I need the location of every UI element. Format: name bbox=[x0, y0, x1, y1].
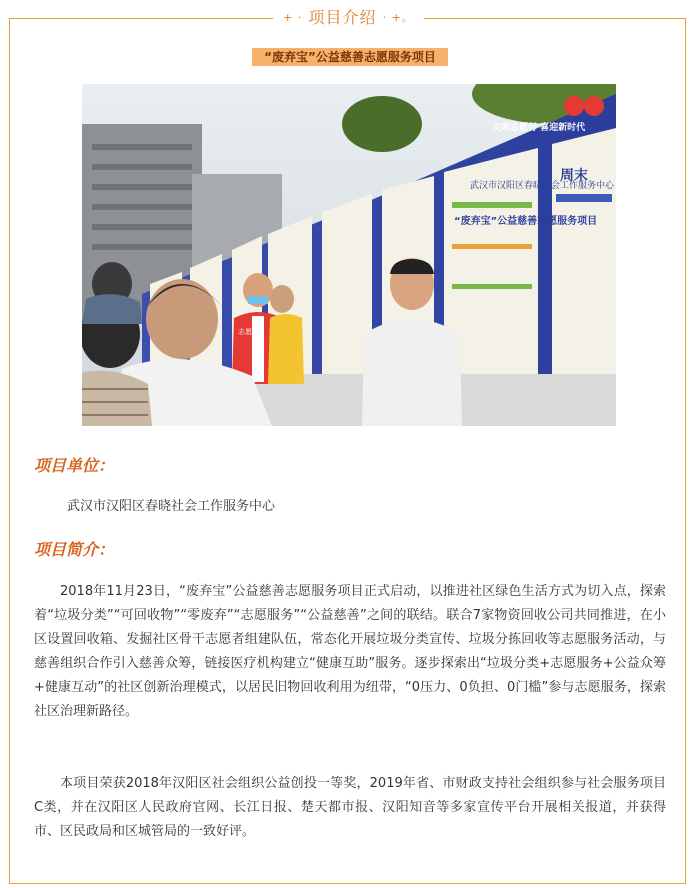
section-title: 项目介绍 bbox=[308, 8, 377, 27]
header-right-deco: · +。 bbox=[382, 11, 414, 24]
intro-paragraph-1: 2018年11月23日，“废弃宝”公益慈善志愿服务项目正式启动，以推进社区绿色生活方式为切入点，探索着“垃圾分类”“可回收物”“零废弃”“志愿服务”“公益慈善”之间的联结。联合7家物资回收公司共同推进，在小区设置回收箱、发掘社区骨干志愿者组建队伍，常态化开展垃圾分类宣传、垃圾分拣回收等志愿服务活动，与慈善组织合作引入慈善众筹，链接医疗机构建立“健康互助”服务。逐步探索出“垃圾分类+志愿服务+公益众筹+健康互动”的社区创新治理模式，以居民旧物回收利用为纽带，“0压力、0负担、0门槛”参与志愿服务，探索社区治理新路径。 bbox=[34, 584, 666, 719]
board-org-text: 武汉市汉阳区春晓社会工作服务中心 bbox=[470, 181, 615, 191]
intro-paragraph-2: 本项目荣获2018年汉阳区社会组织公益创投一等奖，2019年省、市财政支持社会组织参与社会服务项目C类，并在汉阳区人民政府官网、长江日报、楚天都市报、汉阳知音等多家宣传平台开展相关报道，并获得市、区民政局和区城管局的一致好评。 bbox=[34, 776, 666, 839]
unit-label: 项目单位： bbox=[34, 456, 115, 475]
board-slogan-text: 文明志愿行 喜迎新时代 bbox=[492, 123, 586, 133]
board-title-text: “废弃宝”公益慈善志愿服务项目 bbox=[454, 216, 598, 227]
header-left-deco: + · bbox=[283, 11, 303, 24]
section-header bbox=[0, 8, 697, 28]
unit-name: 武汉市汉阳区春晓社会工作服务中心 bbox=[67, 499, 276, 514]
project-name-tag: “废弃宝”公益慈善志愿服务项目 bbox=[252, 48, 448, 66]
board-right-text: 周末 bbox=[560, 168, 588, 184]
event-photo bbox=[82, 84, 616, 426]
intro-label: 项目简介： bbox=[34, 540, 115, 559]
vest-text: 志愿者 bbox=[238, 328, 259, 336]
